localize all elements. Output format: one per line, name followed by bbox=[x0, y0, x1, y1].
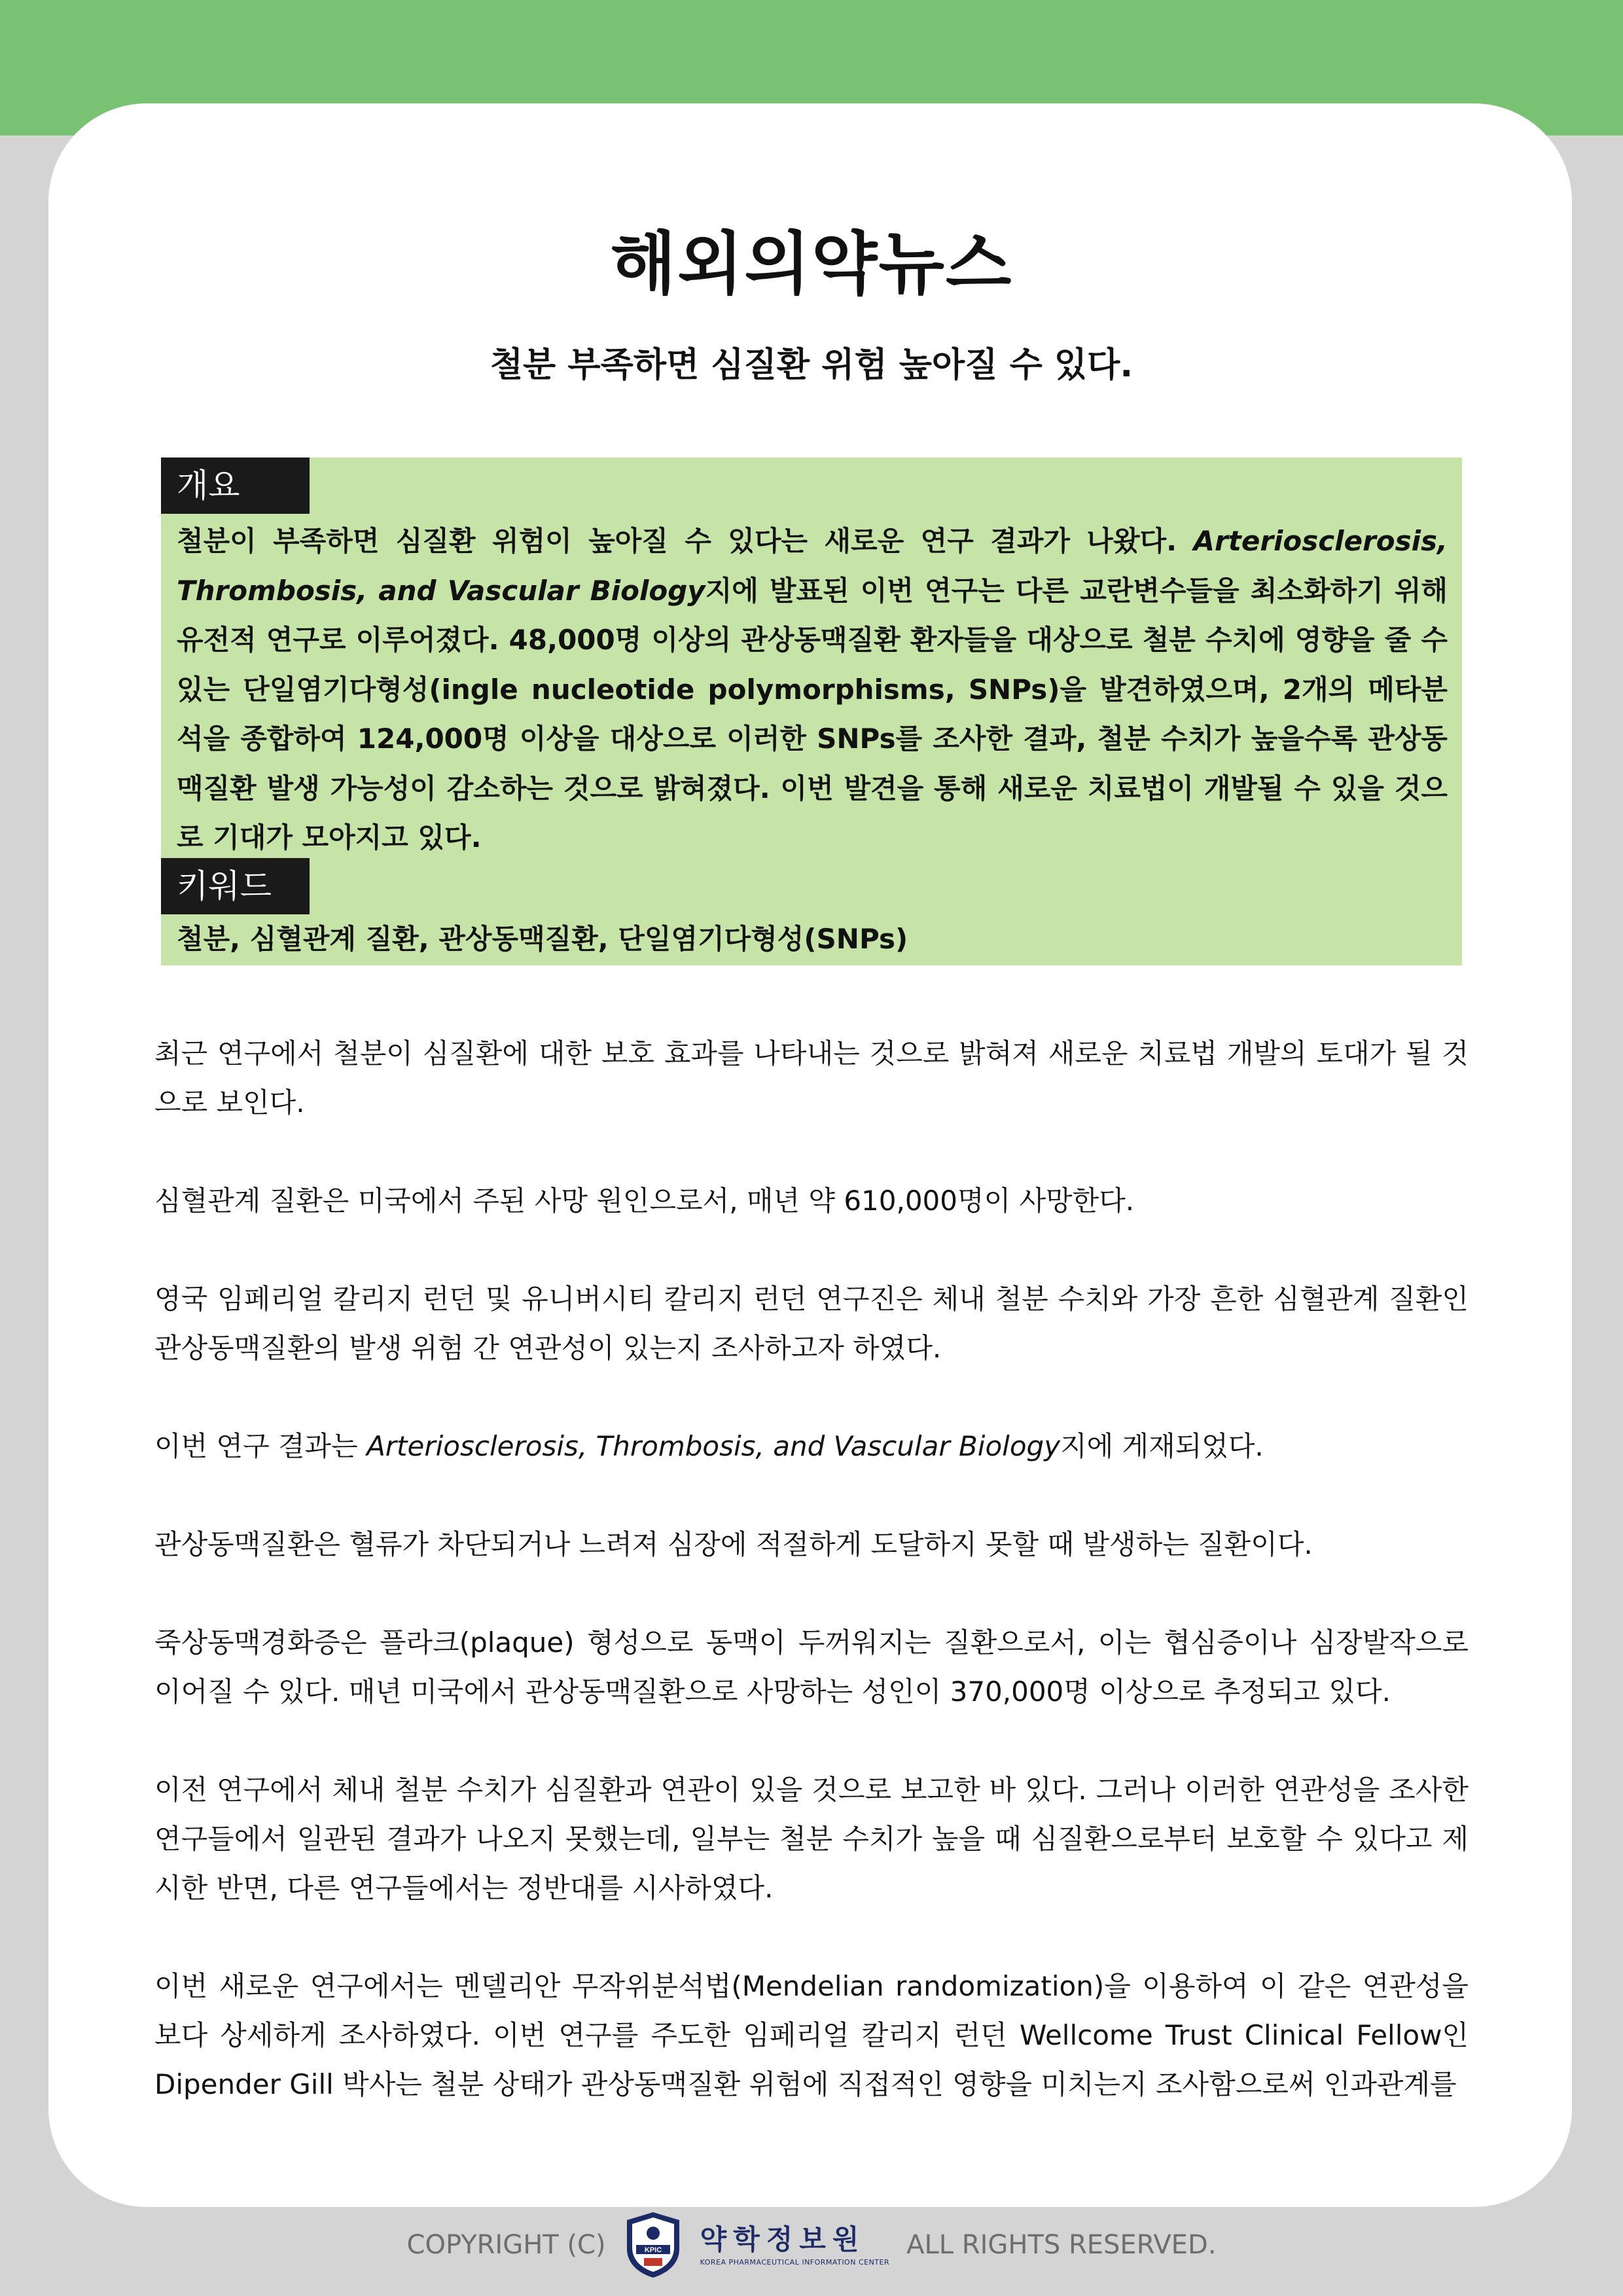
logo-korean-name: 약학정보원 bbox=[700, 2223, 866, 2255]
article-paragraph-8: 이번 새로운 연구에서는 멘델리안 무작위분석법(Mendelian randomization)을 이용하여 이 같은 연관성을 보다 상세하게 조사하였다. 이번 연구를 주도한 임페리얼 칼리지 런던 Wellcome Trust Clinical Fellow인 Dipender Gill 박사는 철분 상태가 관상동맥질환 위험에 직접적인 영향을 미치는지 조사함으로써 인과관계를 bbox=[154, 1970, 1469, 2100]
article-paragraph-3: 영국 임페리얼 칼리지 런던 및 유니버시티 칼리지 런던 연구진은 체내 철분 수치와 가장 흔한 심혈관계 질환인 관상동맥질환의 발생 위험 간 연관성이 있는지 조사하고자 하였다. bbox=[154, 1283, 1469, 1364]
article-paragraph-6: 죽상동맥경화증은 플라크(plaque) 형성으로 동맥이 두꺼워지는 질환으로서, 이는 협심증이나 심장발작으로 이어질 수 있다. 매년 미국에서 관상동맥질환으로 사망하는 성인이 370,000명 이상으로 추정되고 있다. bbox=[154, 1626, 1469, 1708]
article-paragraph-5: 관상동맥질환은 혈류가 차단되거나 느려져 심장에 적절하게 도달하지 못할 때 발생하는 질환이다. bbox=[154, 1528, 1313, 1560]
article-headline: 철분 부족하면 심질환 위험 높아질 수 있다. bbox=[490, 346, 1133, 385]
overview-text-part-1: 철분이 부족하면 심질환 위험이 높아질 수 있다는 새로운 연구 결과가 나왔다. bbox=[177, 525, 1194, 557]
copyright-right-text: ALL RIGHTS RESERVED. bbox=[906, 2230, 1217, 2260]
logo-english-name: KOREA PHARMACEUTICAL INFORMATION CENTER bbox=[700, 2258, 890, 2267]
footer bbox=[0, 2206, 1623, 2284]
paragraph-4-journal-name: Arteriosclerosis, Thrombosis, and Vascular Biology bbox=[366, 1430, 1061, 1462]
article-body bbox=[154, 1029, 1469, 2109]
paragraph-4-prefix: 이번 연구 결과는 bbox=[154, 1430, 367, 1462]
overview-text-part-2: 지에 발표된 이번 연구는 다른 교란변수들을 최소화하기 위해 유전적 연구로 이루어졌다. 48,000명 이상의 관상동맥질환 환자들을 대상으로 철분 수치에 영향을 줄 수 있는 단일염기다형성(ingle nucleotide polymorphisms, SNPs)을 발견하였으며, 2개의 메타분석을 종합하여 124,000명 이상을 대상으로 이러한 SNPs를 조사한 결과, 철분 수치가 높을수록 관상동맥질환 발생 가능성이 감소하는 것으로 밝혀졌다. 이번 발견을 통해 새로운 치료법이 개발될 수 있을 것으로 기대가 모아지고 있다. bbox=[177, 574, 1448, 853]
page-title: 해외의약뉴스 bbox=[610, 224, 1013, 304]
article-paragraph-7: 이전 연구에서 체내 철분 수치가 심질환과 연관이 있을 것으로 보고한 바 있다. 그러나 이러한 연관성을 조사한 연구들에서 일관된 결과가 나오지 못했는데, 일부는 철분 수치가 높을 때 심질환으로부터 보호할 수 있다고 제시한 반면, 다른 연구들에서는 정반대를 시사하였다. bbox=[154, 1774, 1469, 1904]
summary-box bbox=[161, 457, 1462, 965]
article-paragraph-4 bbox=[154, 1422, 1469, 1471]
overview-text bbox=[177, 516, 1448, 863]
keyword-text: 철분, 심혈관계 질환, 관상동맥질환, 단일염기다형성(SNPs) bbox=[177, 923, 908, 955]
kpic-logo-text bbox=[700, 2222, 890, 2268]
paragraph-4-suffix: 지에 게재되었다. bbox=[1060, 1430, 1264, 1462]
overview-label: 개요 bbox=[161, 457, 310, 514]
copyright-left-text: COPYRIGHT (C) bbox=[406, 2230, 606, 2260]
article-paragraph-2: 심혈관계 질환은 미국에서 주된 사망 원인으로서, 매년 약 610,000명이 사망한다. bbox=[154, 1185, 1135, 1217]
keyword-label: 키워드 bbox=[161, 858, 310, 914]
overview-journal-name: Arteriosclerosis, Thrombosis, and Vascular Biology bbox=[177, 525, 1448, 607]
article-paragraph-1: 최근 연구에서 철분이 심질환에 대한 보호 효과를 나타내는 것으로 밝혀져 새로운 치료법 개발의 토대가 될 것으로 보인다. bbox=[154, 1037, 1469, 1119]
logo-abbr-text: KPIC bbox=[644, 2246, 662, 2254]
kpic-logo-icon bbox=[623, 2211, 683, 2279]
